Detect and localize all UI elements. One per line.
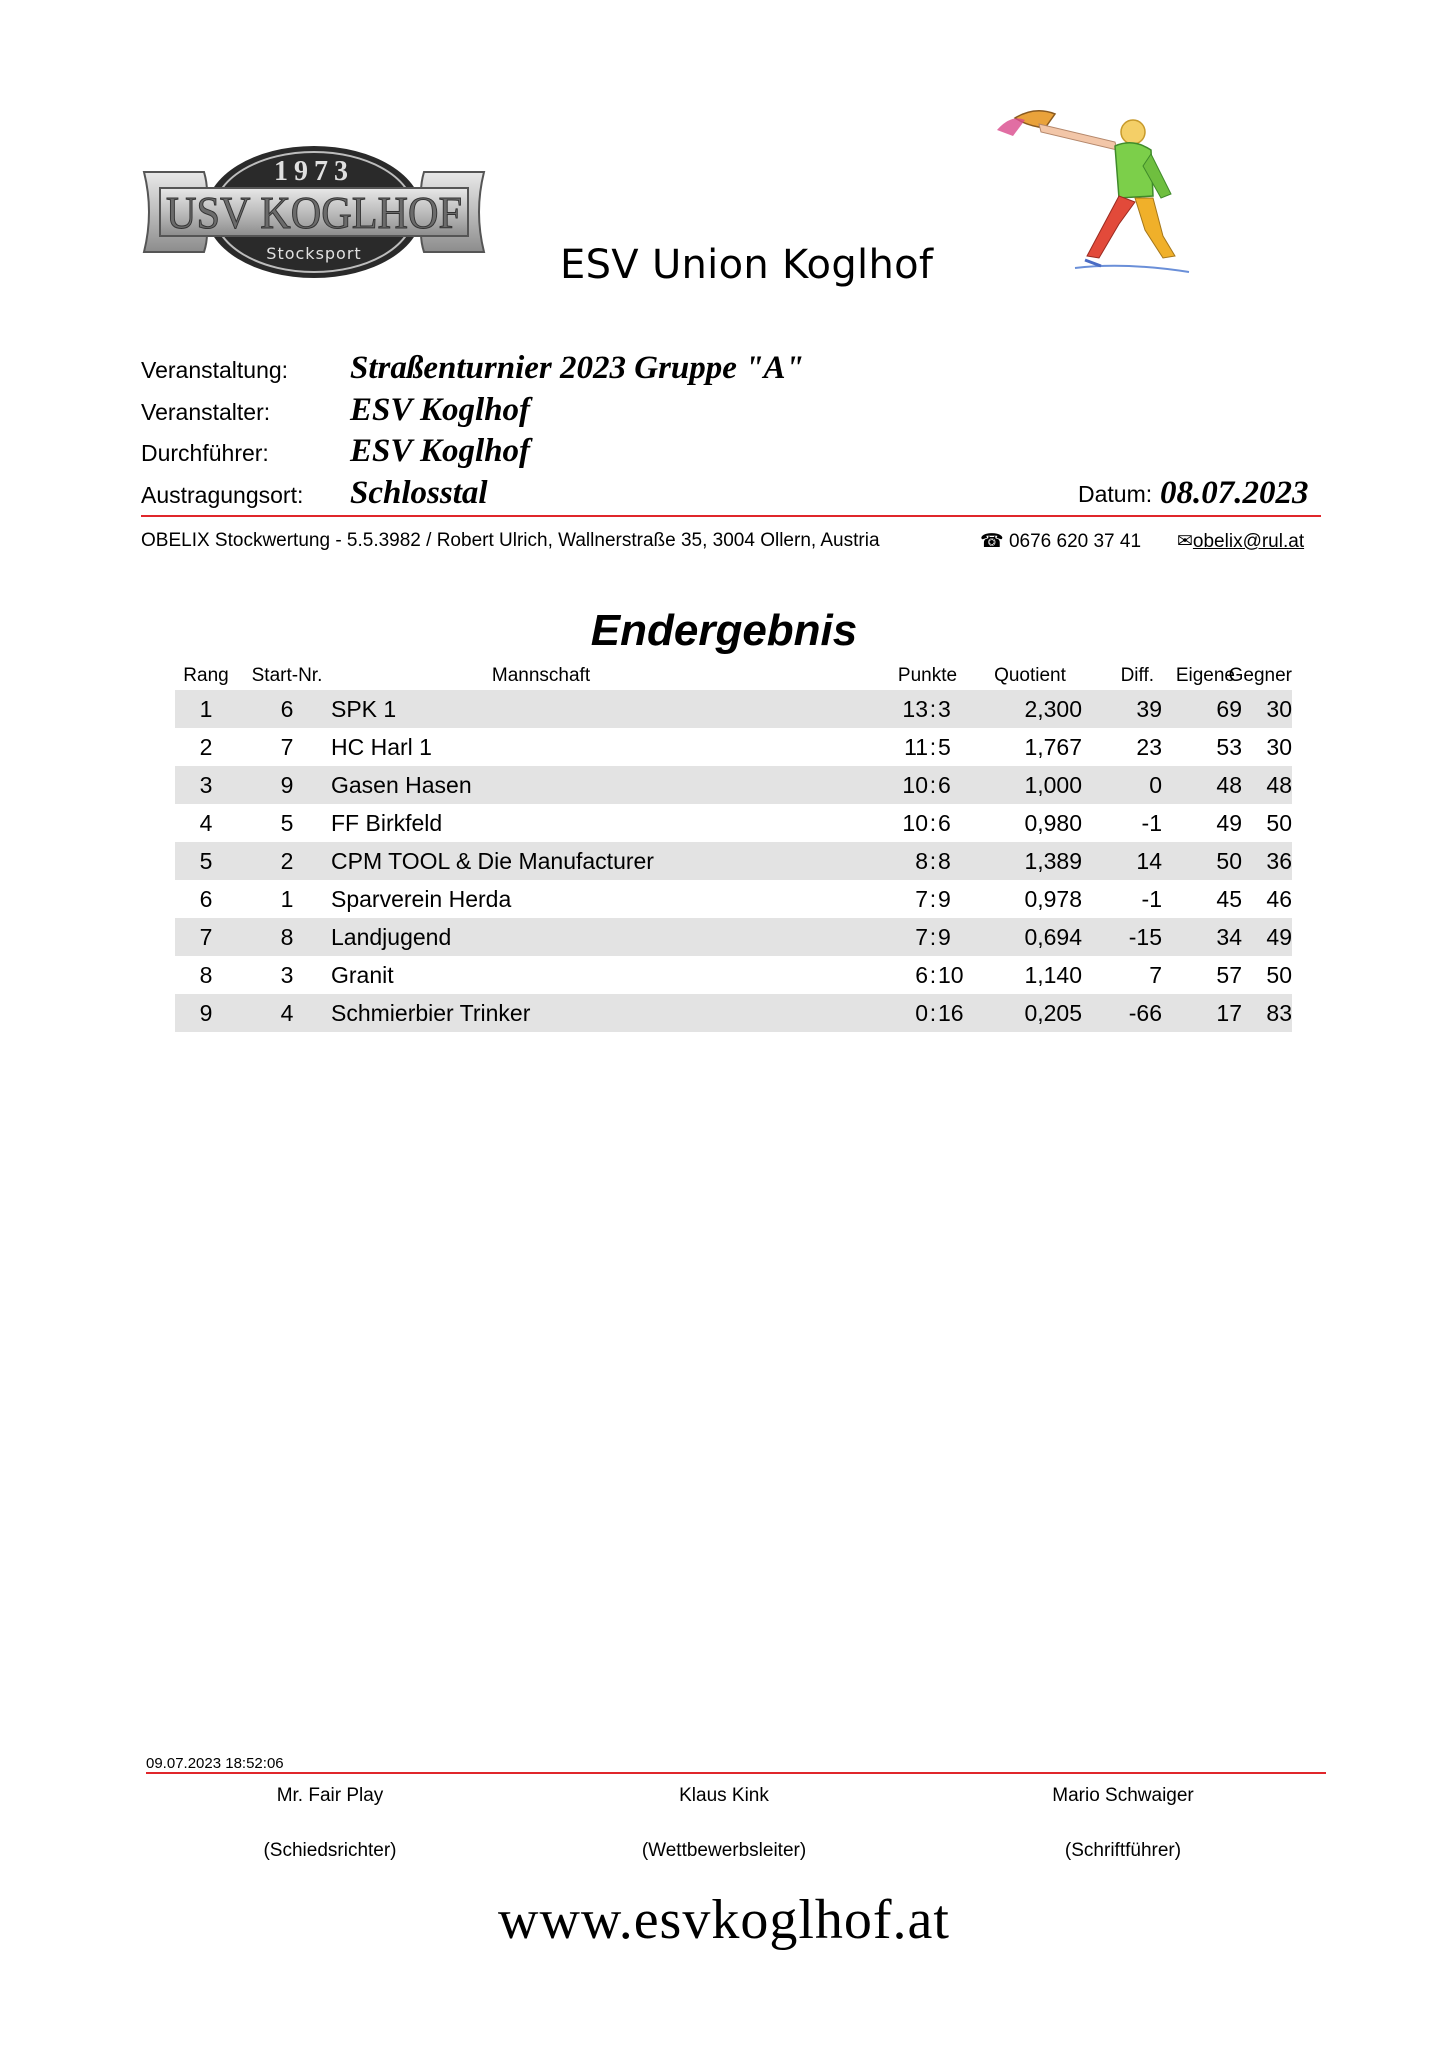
footer-divider — [146, 1772, 1326, 1774]
punkte-separator: : — [929, 1000, 937, 1026]
cell-eigene: 49 — [1216, 810, 1242, 836]
cell-diff: -66 — [1128, 1000, 1162, 1026]
punkte-separator: : — [929, 962, 937, 988]
signature-schriftfuehrer-role: (Schriftführer) — [1064, 1840, 1182, 1861]
punkte-separator: : — [929, 734, 937, 760]
table-row — [175, 842, 1292, 880]
email-link[interactable]: obelix@rul.at — [1192, 531, 1305, 552]
print-timestamp: 09.07.2023 18:52:06 — [146, 1755, 284, 1772]
cell-eigene: 69 — [1216, 696, 1242, 722]
datum-value: 08.07.2023 — [1160, 475, 1309, 511]
usv-koglhof-logo — [140, 142, 488, 282]
cell-eigene: 17 — [1216, 1000, 1242, 1026]
punkte-separator: : — [929, 848, 937, 874]
table-row — [175, 804, 1292, 842]
cell-rang: 4 — [199, 810, 213, 836]
cell-eigene: 50 — [1216, 848, 1242, 874]
cell-eigene: 57 — [1216, 962, 1242, 988]
cell-punkte — [880, 880, 982, 918]
cell-quotient: 0,980 — [1024, 810, 1082, 836]
cell-diff: 23 — [1136, 734, 1162, 760]
cell-punkte — [880, 918, 982, 956]
punkte-minus: 5 — [938, 734, 951, 760]
cell-diff: -1 — [1141, 886, 1162, 912]
signature-wettbewerbsleiter-name: Klaus Kink — [679, 1785, 769, 1806]
software-credit: OBELIX Stockwertung - 5.5.3982 / Robert Ulrich, Wallnerstraße 35, 3004 Ollern, Austria — [141, 530, 880, 551]
cell-diff: 0 — [1149, 772, 1162, 798]
austragungsort-label: Austragungsort: — [141, 482, 304, 508]
signature-schriftfuehrer-name: Mario Schwaiger — [1052, 1785, 1194, 1806]
cell-quotient: 0,978 — [1024, 886, 1082, 912]
punkte-plus: 7 — [915, 924, 928, 950]
cell-mannschaft: Sparverein Herda — [331, 886, 512, 912]
punkte-plus: 10 — [902, 810, 928, 836]
header-diff: Diff. — [1120, 665, 1154, 686]
cell-eigene: 48 — [1216, 772, 1242, 798]
cell-punkte — [880, 994, 982, 1032]
header-mannschaft: Mannschaft — [491, 665, 591, 686]
punkte-plus: 6 — [915, 962, 928, 988]
punkte-minus: 10 — [938, 962, 964, 988]
cell-mannschaft: HC Harl 1 — [331, 734, 432, 760]
cell-mannschaft: CPM TOOL & Die Manufacturer — [331, 848, 654, 874]
punkte-minus: 6 — [938, 772, 951, 798]
cell-start-nr: 5 — [280, 810, 294, 836]
cell-mannschaft: Landjugend — [331, 924, 452, 950]
cell-start-nr: 8 — [280, 924, 294, 950]
cell-quotient: 0,694 — [1024, 924, 1082, 950]
veranstalter-label: Veranstalter: — [141, 399, 271, 425]
punkte-plus: 7 — [915, 886, 928, 912]
cell-gegner: 36 — [1266, 848, 1292, 874]
cell-punkte — [880, 728, 982, 766]
cell-diff: 14 — [1136, 848, 1162, 874]
punkte-plus: 0 — [915, 1000, 928, 1026]
cell-quotient: 1,000 — [1024, 772, 1082, 798]
veranstalter-value: ESV Koglhof — [350, 392, 531, 428]
cell-gegner: 46 — [1266, 886, 1292, 912]
table-row — [175, 766, 1292, 804]
signature-wettbewerbsleiter-role: (Wettbewerbsleiter) — [641, 1840, 807, 1861]
page-title: Endergebnis — [590, 606, 858, 655]
signature-schiedsrichter-name: Mr. Fair Play — [276, 1785, 384, 1806]
phone-icon: ☎ — [980, 531, 1004, 552]
cell-gegner: 30 — [1266, 734, 1292, 760]
cell-rang: 1 — [199, 696, 213, 722]
cell-mannschaft: FF Birkfeld — [331, 810, 443, 836]
austragungsort-value: Schlosstal — [350, 475, 488, 511]
veranstaltung-value: Straßenturnier 2023 Gruppe "A" — [350, 350, 804, 386]
header-quotient: Quotient — [994, 665, 1066, 686]
cell-gegner: 50 — [1266, 810, 1292, 836]
cell-punkte — [880, 804, 982, 842]
cell-start-nr: 9 — [280, 772, 294, 798]
table-row — [175, 956, 1292, 994]
header-divider — [141, 515, 1321, 517]
header-start-nr: Start-Nr. — [251, 665, 323, 686]
header-rang: Rang — [183, 665, 229, 686]
cell-start-nr: 4 — [280, 1000, 294, 1026]
punkte-plus: 10 — [902, 772, 928, 798]
punkte-minus: 16 — [938, 1000, 964, 1026]
envelope-icon: ✉ — [1177, 531, 1193, 552]
cell-diff: 7 — [1149, 962, 1162, 988]
punkte-plus: 8 — [915, 848, 928, 874]
cell-gegner: 49 — [1266, 924, 1292, 950]
durchfuehrer-label: Durchführer: — [141, 440, 269, 466]
cell-start-nr: 7 — [280, 734, 294, 760]
cell-start-nr: 2 — [280, 848, 294, 874]
cell-rang: 7 — [199, 924, 213, 950]
cell-gegner: 48 — [1266, 772, 1292, 798]
table-row — [175, 690, 1292, 728]
header-punkte: Punkte — [897, 665, 958, 686]
table-row — [175, 880, 1292, 918]
cell-mannschaft: Gasen Hasen — [331, 772, 472, 798]
cell-diff: -15 — [1128, 924, 1162, 950]
cell-start-nr: 6 — [280, 696, 294, 722]
cell-mannschaft: Granit — [331, 962, 394, 988]
cell-eigene: 53 — [1216, 734, 1242, 760]
phone-number: 0676 620 37 41 — [1008, 531, 1142, 552]
header-eigene: Eigene — [1175, 665, 1235, 686]
logo-year: 1973 — [274, 156, 354, 187]
cell-gegner: 83 — [1266, 1000, 1292, 1026]
cell-start-nr: 3 — [280, 962, 294, 988]
cell-rang: 9 — [199, 1000, 213, 1026]
org-name: ESV Union Koglhof — [560, 242, 934, 288]
cell-mannschaft: Schmierbier Trinker — [331, 1000, 531, 1026]
punkte-minus: 6 — [938, 810, 951, 836]
cell-punkte — [880, 766, 982, 804]
punkte-separator: : — [929, 886, 937, 912]
punkte-minus: 8 — [938, 848, 951, 874]
cell-diff: -1 — [1141, 810, 1162, 836]
punkte-minus: 3 — [938, 696, 951, 722]
website-url: www.esvkoglhof.at — [498, 1889, 950, 1951]
punkte-separator: : — [929, 772, 937, 798]
signature-schiedsrichter-role: (Schiedsrichter) — [263, 1840, 397, 1861]
table-header — [175, 662, 1292, 690]
punkte-separator: : — [929, 924, 937, 950]
punkte-plus: 11 — [904, 734, 928, 760]
durchfuehrer-value: ESV Koglhof — [350, 433, 531, 469]
cell-start-nr: 1 — [280, 886, 294, 912]
logo-name: USV KOGLHOF — [166, 187, 462, 238]
cell-rang: 5 — [199, 848, 213, 874]
cell-quotient: 1,389 — [1024, 848, 1082, 874]
cell-quotient: 0,205 — [1024, 1000, 1082, 1026]
cell-quotient: 1,140 — [1024, 962, 1082, 988]
punkte-plus: 13 — [902, 696, 928, 722]
table-row — [175, 728, 1292, 766]
cell-rang: 2 — [199, 734, 213, 760]
phone-info — [980, 530, 1141, 553]
cell-quotient: 2,300 — [1024, 696, 1082, 722]
cell-rang: 8 — [199, 962, 213, 988]
cell-punkte — [880, 956, 982, 994]
cell-punkte — [880, 842, 982, 880]
table-row — [175, 918, 1292, 956]
punkte-separator: : — [929, 810, 937, 836]
cell-eigene: 45 — [1216, 886, 1242, 912]
results-table — [175, 662, 1292, 1032]
header-gegner: Gegner — [1228, 665, 1292, 686]
datum-label: Datum: — [1078, 481, 1153, 507]
logo-sub: Stocksport — [266, 244, 362, 263]
punkte-separator: : — [929, 696, 937, 722]
cell-rang: 6 — [199, 886, 213, 912]
table-row — [175, 994, 1292, 1032]
cell-mannschaft: SPK 1 — [331, 696, 397, 722]
veranstaltung-label: Veranstaltung: — [141, 357, 289, 383]
stock-player-illustration — [975, 106, 1205, 276]
cell-quotient: 1,767 — [1024, 734, 1082, 760]
cell-diff: 39 — [1136, 696, 1162, 722]
cell-punkte — [880, 690, 982, 728]
cell-rang: 3 — [199, 772, 213, 798]
email-info — [1177, 530, 1304, 553]
punkte-minus: 9 — [938, 886, 951, 912]
cell-gegner: 30 — [1266, 696, 1292, 722]
cell-eigene: 34 — [1216, 924, 1242, 950]
punkte-minus: 9 — [938, 924, 951, 950]
cell-gegner: 50 — [1266, 962, 1292, 988]
